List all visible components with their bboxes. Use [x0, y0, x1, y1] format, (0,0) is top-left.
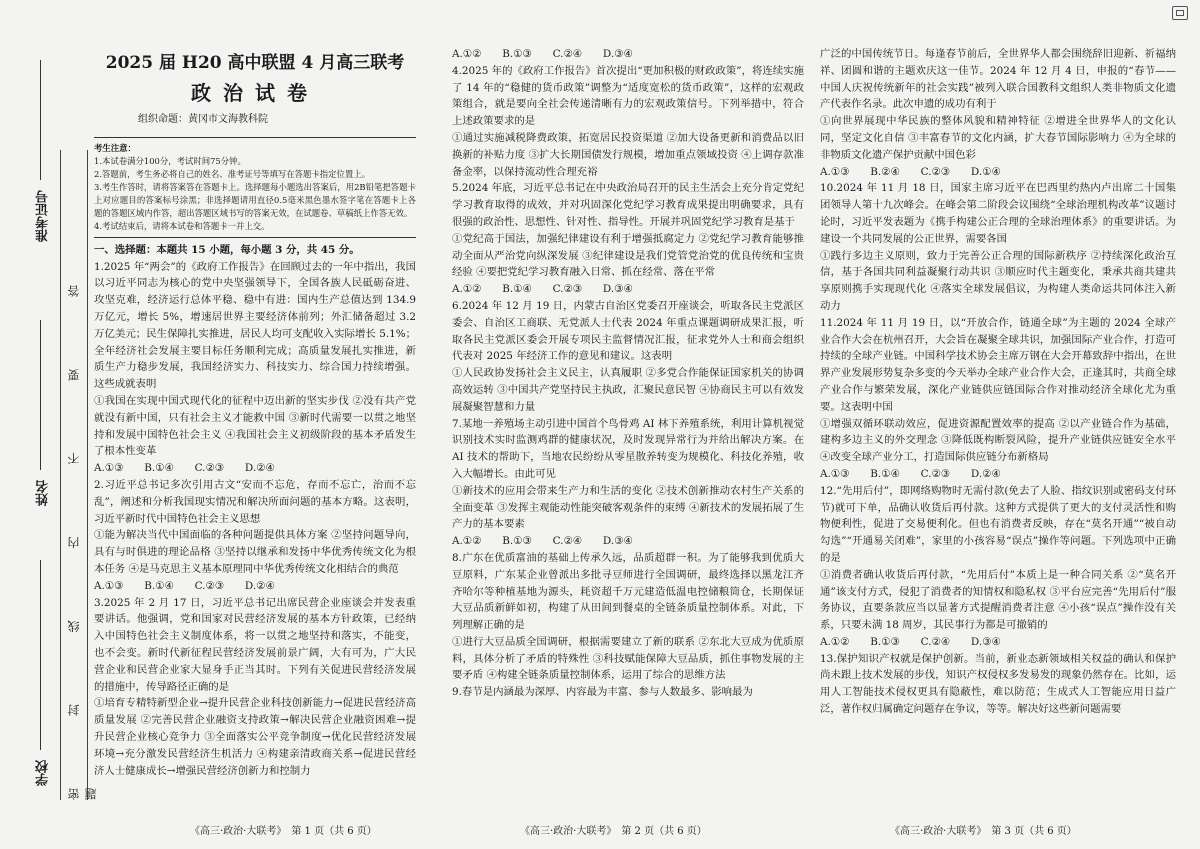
question-3-options: A.①② B.①③ C.②④ D.③④	[452, 48, 633, 60]
question-1-options: A.①③ B.①④ C.②③ D.②④	[94, 462, 275, 475]
question-9-cont: 广泛的中国传统节日。每逢春节前后，全世界华人都会围绕辞旧迎新、祈福纳祥、团圆和谐的主题欢庆这一佳节。2024 年 12 月 4 日，申报的“春节——中国人庆祝传统新年的社会实践”被列入联合国教科文组织人类非物质文化遗产代表作名录。此次申遗的成功有利于	[820, 48, 1176, 111]
question-9-options: A.①③ B.②④ C.②③ D.①④	[820, 165, 1001, 178]
question-6-choices: ①人民政协发扬社会主义民主，认真履职 ②多党合作能保证国家机关的协调高效运转 ③中国共产党坚持民主执政，汇聚民意民智 ④协商民主可以有效发展凝聚智慧和力量	[452, 367, 804, 413]
question-7-options: A.①② B.①③ C.②④ D.③④	[452, 535, 633, 548]
question-8: 8.广东在优质富油的基础上传承久远，品质超群一积。为了能够我到优质大豆原料，广东某企业曾派出多批寻豆师进行全国调研，最终选择以黑龙江齐齐哈尔等种植基地为源头，耗资超千万元建造低温电控储粮筒仓，长期保证大豆品质新鲜如初，构建了从田间到餐桌的全链条质量控制体系。对此，下列理解正确的是	[452, 551, 804, 632]
question-9-choices: ①向世界展现中华民族的整体风貌和精神特征 ②增进全世界华人的文化认同，坚定文化自信 ③丰富春节的文化内涵，扩大春节国际影响力 ④为全球的非物质文化遗产保护贡献中国色彩	[820, 115, 1176, 161]
question-2: 2.习近平总书记多次引用古文“安而不忘危，存而不忘亡，治而不忘乱”，阐述和分析我国现实情况和解决所面问题的基本方略。这表明，习近平新时代中国特色社会主义思想	[94, 478, 416, 525]
section-heading: 一、选择题：本题共 15 小题，每小题 3 分，共 45 分。	[94, 243, 360, 256]
question-3: 3.2025 年 2 月 17 日，习近平总书记出席民营企业座谈会并发表重要讲话。他强调，党和国家对民营经济发展的基本方针政策，已经纳入中国特色社会主义制度体系，将一以贯之地坚持和落实，不能变，也不会变。新时代新征程民营经济发展前景广阔，大有可为，广大民营企业和民营企业家大显身手正当其时。下列有关促进民营经济发展的措施中，传导路径正确的是	[94, 596, 416, 693]
notice-item: 2.答题前，考生务必将自己的姓名、准考证号等填写在答题卡指定位置上。	[94, 168, 370, 179]
column-2	[452, 46, 804, 701]
question-3-choices: ①培育专精特新型企业→提升民营企业科技创新能力→促进民营经济高质量发展 ②完善民营企业融资支持政策→解决民营企业融资困难→提升民营企业核心竞争力 ③全面落实公平竞争制度→优化民营经济发展环境→充分激发民营经济生机活力 ④构建亲清政商关系→促进民营经济人士健康成长→增强民营经济创新力和控制力	[94, 697, 416, 777]
question-11: 11.2024 年 11 月 19 日，以“开放合作，链通全球”为主题的 2024 全球产业合作大会在杭州召开，大会旨在凝聚全球共识，加强国际产业合作，打造可持续的全球产业链。中国科学技术协会主席万钢在大会开幕致辞中指出，在世界产业发展形势复杂多变的今天举办全球产业合作大会，正逢其时，共商全球产业合作与繁荣发展，深化产业链供应链国际合作对推动经济全球化尤为重要。这表明中国	[820, 316, 1176, 413]
notice-item: 3.考生作答时，请将答案答在答题卡上。选择题每小题选出答案后，用2B铅笔把答题卡上对应题目的答案标号涂黑；非选择题请用直径0.5毫米黑色墨水签字笔在答题卡上各题的答题区域内作答，超出答题区域书写的答案无效，在试题卷、草稿纸上作答无效。	[94, 181, 416, 218]
question-2-choices: ①能为解决当代中国面临的各种问题提供具体方案 ②坚持问题导向，具有与时俱进的理论品格 ③坚持以继承和发扬中华优秀传统文化为根本任务 ④是马克思主义基本原理同中华优秀传统文化相结合的典范	[94, 529, 416, 575]
question-12-options: A.①② B.①③ C.②④ D.③④	[820, 635, 1001, 648]
question-9: 9.春节是内涵最为深厚、内容最为丰富、参与人数最多、影响最为	[452, 686, 753, 699]
question-1-choices: ①我国在实现中国式现代化的征程中迈出新的坚实步伐 ②没有共产党就没有新中国，只有社会主义才能救中国 ③新时代需要一以贯之地坚持和发展中国特色社会主义 ④我国社会主义初级阶段的基本矛盾发生了根本性变革	[94, 394, 416, 458]
seal-line-strip	[60, 150, 98, 800]
question-2-options: A.①③ B.①④ C.②③ D.②④	[94, 579, 275, 592]
page-footer-1: 《高三·政治·大联考》 第 1 页（共 6 页）	[190, 826, 377, 837]
label-ticket-number: 准考证号	[36, 190, 51, 242]
exam-notice	[94, 137, 416, 238]
exam-title: 2025 届 H20 高中联盟 4 月高三联考	[105, 53, 405, 73]
question-4: 4.2025 年的《政府工作报告》首次提出“更加积极的财政政策”，将连续实施了 14 年的“稳健的货币政策”调整为“适度宽松的货币政策”，这样的宏观政策组合，就是要向全社会传递清晰有力的宏观政策信号。下列举措中，符合上述政策要求的是	[452, 64, 804, 128]
notice-item: 4.考试结束后，请将本试卷和答题卡一并上交。	[94, 220, 270, 231]
question-10-choices: ①践行多边主义原则，致力于完善公正合理的国际新秩序 ②持续深化政治互信，基于各国共同利益凝聚行动共识 ③顺应时代主题变化，秉承共商共建共享原则携手实现现代化 ④落实全球发展倡议，为构建人类命运共同体注入新动力	[820, 249, 1176, 312]
organizer: 组织命题：黄冈市文海教科院	[138, 114, 268, 125]
seal-line-text: 密 封 线 内 不 要 答 题	[67, 251, 98, 800]
question-5: 5.2024 年底，习近平总书记在中央政治局召开的民主生活会上充分肯定党纪学习教育取得的成效，并对巩固深化党纪学习教育成果提出明确要求，具有很强的政治性、思想性、针对性、指导性。开展并巩固党纪学习教育是基于	[452, 182, 804, 228]
question-7-choices: ①新技术的应用会带来生产力和生活的变化 ②技术创新推动农村生产关系的全面变革 ③发挥主观能动性能突破客观条件的束缚 ④新技术的发展拓展了生产力的基本要素	[452, 484, 804, 531]
question-11-options: A.①③ B.①④ C.②③ D.②④	[820, 467, 1001, 480]
page-footer-3: 《高三·政治·大联考》 第 3 页（共 6 页）	[890, 826, 1077, 837]
scanner-icon	[1172, 6, 1188, 20]
ticket-underline	[40, 60, 41, 180]
question-7: 7.某地一养殖场主动引进中国首个鸟骨鸡 AI 林下养殖系统，利用计算机视觉识别技术实时监测鸡群的健康状况，及时发现异常行为并给出解决方案。在 AI 技术的帮助下，当地农民纷纷从零星散养转变为规模化、科技化养殖，收入大幅增长。由此可见	[452, 417, 804, 480]
question-12: 12.“先用后付”，即网络购物时无需付款(免去了人脸、指纹识别或密码支付环节)就可下单，品确认收货后再付款。这种方式提供了更大的支付灵活性和购物便利性，促进了交易便利化。但也有消费者反映，存在“莫名开通”“被自动勾选”“开通易关闭难”，家里的小孩容易“误点”操作等问题。下列选项中正确的是	[820, 484, 1176, 564]
name-underline	[40, 320, 41, 470]
question-8-choices: ①进行大豆品质全国调研，根据需要建立了新的联系 ②东北大豆成为优质原料，具体分析了矛盾的特殊性 ③科技赋能保障大豆品质，抓住事物发展的主要矛盾 ④构建全链条质量控制体系，运用了综合的思维方法	[452, 635, 804, 682]
question-4-choices: ①通过实施减税降费政策，拓宽居民投资渠道 ②加大设备更新和消费品以旧换新的补贴力度 ③扩大长期国债发行规模，增加重点领域投资 ④上调存款准备金率，以保持流动性合理充裕	[452, 131, 804, 178]
question-12-choices: ①消费者确认收货后再付款，“先用后付”本质上是一种合同关系 ②“莫名开通”该支付方式，侵犯了消费者的知情权和隐私权 ③平台应完善“先用后付”服务协议，直要条款应当以显著方式提醒消费者注意 ④小孩“误点”操作没有关系，只要未满 18 周岁，其民事行为都是可撤销的	[820, 568, 1176, 632]
label-school: 学校	[36, 760, 51, 786]
school-underline	[40, 560, 41, 750]
question-5-choices: ①党纪高于国法，加强纪律建设有利于增强抵腐定力 ②党纪学习教育能够推动全面从严治党向纵深发展 ③纪律建设是我们党管党治党的优良传统和宝贵经验 ④要把党纪学习教育融入日常、抓在经常、落在平常	[452, 232, 804, 279]
question-5-options: A.①② B.①④ C.②③ D.③④	[452, 283, 633, 296]
exam-subject: 政治试卷	[191, 81, 319, 105]
question-1: 1.2025 年“两会”的《政府工作报告》在回顾过去的一年中指出，我国以习近平同志为核心的党中央坚强领导下，全国各族人民砥砺奋进、攻坚克难，经济运行总体平稳、稳中有进：国内生产总值达到 134.9 万亿元，增长 5%，增速居世界主要经济体前列；外汇储备超过 3.2 万亿美元；民生保障扎实推进，居民人均可支配收入实际增长 5.1%；全年经济社会发展主要目标任务顺利完成；高质量发展扎实推进，新质生产力稳步发展，我国经济实力、科技实力、综合国力持续增强。这些成就表明	[94, 260, 416, 391]
question-6: 6.2024 年 12 月 19 日，内蒙古自治区党委召开座谈会，听取各民主党派区委会、自治区工商联、无党派人士代表 2024 年重点课题调研成果汇报，听取各民主党派区委会开展专项民主监督情况汇报，征求党外人士和商会组织代表对 2025 年经济工作的意见和建议。这表明	[452, 299, 804, 363]
question-13: 13.保护知识产权就是保护创新。当前，新业态新领域相关权益的确认和保护尚未跟上技术发展的步伐，知识产权侵权多发易发的现象仍然存在。比如，运用人工智能技术侵权更具有隐蔽性，难以防范；生成式人工智能应用日益广泛，著作权归属确定问题存在争议，等等。解决好这些新问题需要	[820, 652, 1176, 716]
question-10: 10.2024 年 11 月 18 日，国家主席习近平在巴西里约热内卢出席二十国集团领导人第十九次峰会。在峰会第二阶段会议围绕“全球治理机构改革”议题讨论时，习近平发表题为《携手构建公正合理的全球治理体系》的重要讲话。为建设一个共同发展的公正世界，需要各国	[820, 182, 1176, 245]
page-footer-2: 《高三·政治·大联考》 第 2 页（共 6 页）	[520, 826, 707, 837]
notice-item: 1.本试卷满分100分，考试时间75分钟。	[94, 155, 246, 166]
question-11-choices: ①增强双循环联动效应，促进资源配置效率的提高 ②以产业链合作为基础，建构多边主义的外交理念 ③降低既构断裂风险，提升产业链供应链安全水平 ④改变全球产业分工，打造国际供应链分布新格局	[820, 417, 1176, 464]
notice-heading: 考生注意：	[94, 142, 136, 153]
column-1	[94, 52, 416, 779]
label-name: 姓名	[36, 480, 51, 506]
column-3	[820, 46, 1176, 718]
